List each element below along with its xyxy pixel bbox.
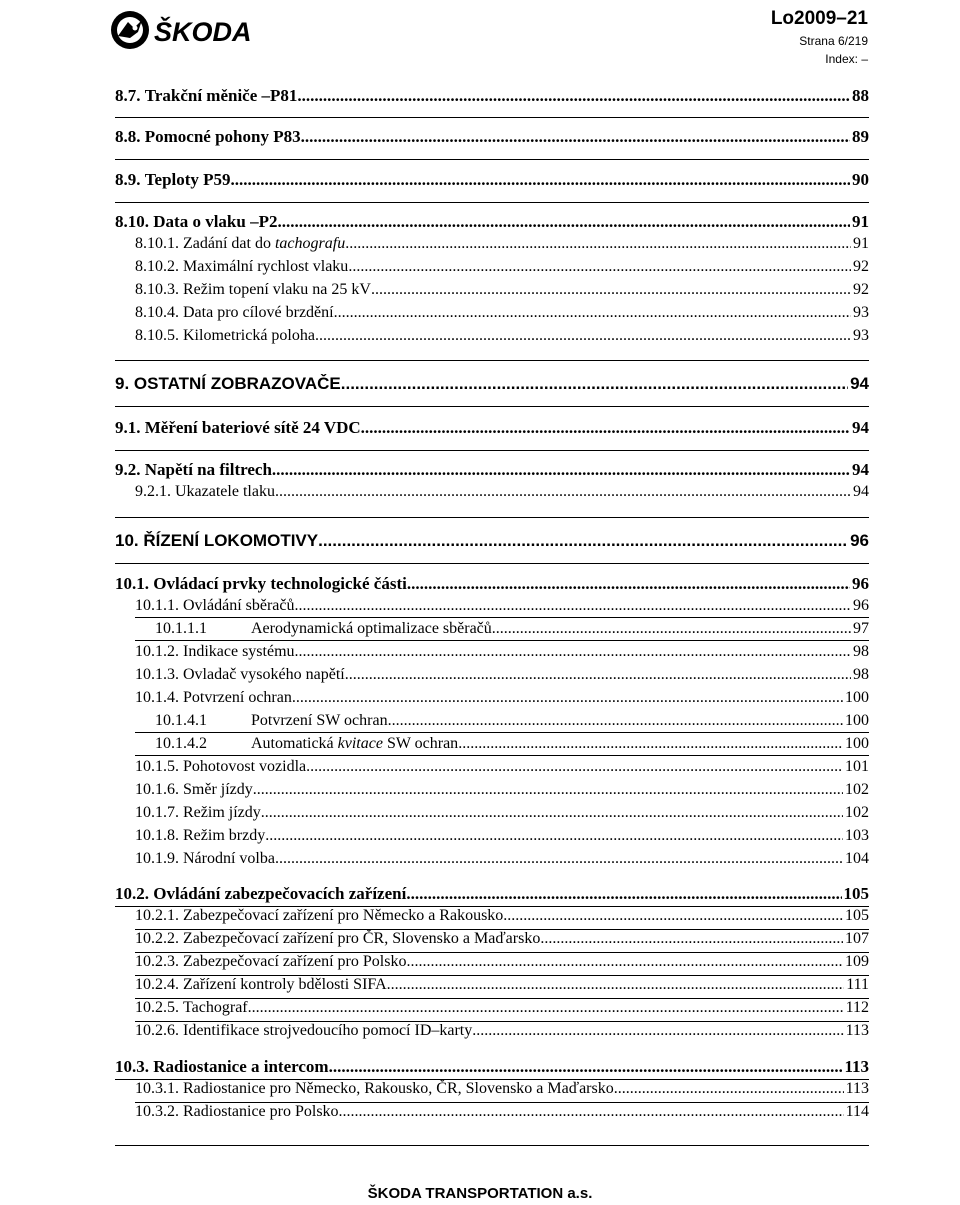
rule-divider [115, 117, 869, 118]
toc-entry-10-2-2[interactable] [135, 930, 869, 948]
toc-entry-10-1-3[interactable] [135, 666, 869, 684]
toc-title: Radiostanice a intercom [153, 1057, 329, 1076]
toc-entry-10-1-8[interactable] [135, 827, 869, 845]
toc-page: 94 [852, 418, 869, 437]
rule-divider [135, 617, 869, 618]
toc-number: 10.3. [115, 1057, 149, 1076]
rule-divider [135, 998, 869, 999]
toc-leader [540, 930, 843, 948]
toc-number: 8.10.4. [135, 304, 179, 321]
toc-number: 10.2.2. [135, 930, 179, 947]
toc-title: Indikace systému [183, 643, 295, 660]
toc-entry-8-10[interactable] [115, 212, 869, 232]
rule-divider [115, 159, 869, 160]
toc-leader [306, 758, 843, 776]
toc-number: 10.2.3. [135, 953, 179, 970]
toc-number: 9.2.1. [135, 483, 171, 500]
toc-leader [329, 1057, 843, 1077]
toc-number: 8.10.2. [135, 258, 179, 275]
toc-leader [345, 235, 851, 253]
toc-title: Národní volba [183, 850, 275, 867]
toc-page: 107 [845, 930, 869, 947]
toc-entry-8-10-4[interactable] [135, 304, 869, 322]
toc-title: Režim brzdy [183, 827, 266, 844]
toc-page: 102 [845, 804, 869, 821]
toc-entry-10-2[interactable] [115, 884, 869, 904]
toc-entry-10-1-4-1[interactable] [155, 712, 869, 730]
toc-title: Pohotovost vozidla [183, 758, 307, 775]
toc-entry-10-2-3[interactable] [135, 953, 869, 971]
toc-title: Ovládání zabezpečovacích zařízení [153, 884, 407, 903]
toc-leader [387, 976, 845, 994]
rule-divider [135, 929, 869, 930]
toc-number: 8.10.3. [135, 281, 179, 298]
index-label: Index: – [825, 52, 868, 66]
toc-number: 10.1.3. [135, 666, 179, 683]
toc-leader [492, 620, 851, 638]
toc-number: 10.1.4.1 [155, 712, 207, 729]
toc-title: Potvrzení SW ochran [251, 712, 388, 729]
toc-leader [277, 212, 850, 232]
toc-title: Radiostanice pro Německo, Rakousko, ČR, Slovensko a Maďarsko [183, 1080, 614, 1097]
toc-number: 10.2.4. [135, 976, 179, 993]
toc-leader [334, 304, 851, 322]
toc-page: 92 [853, 258, 869, 275]
toc-entry-9[interactable] [115, 374, 869, 394]
toc-title: Aerodynamická optimalizace sběračů [251, 620, 492, 637]
rule-divider [115, 517, 869, 518]
toc-leader [371, 281, 851, 299]
toc-title: Radiostanice pro Polsko [183, 1103, 339, 1120]
toc-entry-10-1-1-1[interactable] [155, 620, 869, 638]
toc-number: 9.2. [115, 460, 141, 479]
toc-entry-9-2[interactable] [115, 460, 869, 480]
toc-title: Identifikace strojvedoucího pomocí ID–karty [183, 1022, 473, 1039]
toc-title: ŘÍZENÍ LOKOMOTIVY [143, 531, 319, 550]
toc-page: 93 [853, 327, 869, 344]
toc-page: 96 [852, 574, 869, 593]
toc-entry-8-7[interactable] [115, 86, 869, 106]
rule-divider [135, 1102, 869, 1103]
rule-divider [115, 450, 869, 451]
toc-entry-10-1-4[interactable] [135, 689, 869, 707]
toc-title: OSTATNÍ ZOBRAZOVAČE [133, 374, 341, 393]
toc-number: 8.7. [115, 86, 141, 105]
toc-page: 102 [845, 781, 869, 798]
toc-leader [231, 170, 850, 190]
toc-leader [315, 327, 851, 345]
toc-entry-10-3-2[interactable] [135, 1103, 869, 1121]
toc-title: Ovladač vysokého napětí [183, 666, 345, 683]
rule-divider [135, 952, 869, 953]
toc-entry-10-2-5[interactable] [135, 999, 869, 1017]
page-number: Strana 6/219 [799, 34, 868, 48]
toc-leader [261, 804, 843, 822]
toc-page: 96 [853, 597, 869, 614]
toc-title: Měření bateriové sítě 24 VDC [144, 418, 361, 437]
toc-leader [406, 953, 843, 971]
toc-entry-10-1[interactable] [115, 574, 869, 594]
toc-entry-10-1-2[interactable] [135, 643, 869, 661]
rule-divider [135, 755, 869, 756]
toc-entry-10[interactable] [115, 531, 869, 551]
rule-divider [115, 1079, 869, 1080]
toc-entry-8-9[interactable] [115, 170, 869, 190]
toc-leader [345, 666, 851, 684]
toc-page: 105 [843, 884, 869, 903]
toc-leader [275, 483, 851, 501]
toc-leader [614, 1080, 844, 1098]
table-of-contents [115, 0, 869, 1205]
toc-leader [361, 418, 850, 438]
toc-entry-8-10-5[interactable] [135, 327, 869, 345]
toc-title: Maximální rychlost vlaku [183, 258, 349, 275]
toc-number: 10.1. [115, 574, 149, 593]
toc-number: 10.3.1. [135, 1080, 179, 1097]
toc-title: Potvrzení ochran [183, 689, 292, 706]
toc-page: 101 [845, 758, 869, 775]
toc-page: 94 [853, 483, 869, 500]
toc-entry-10-2-1[interactable] [135, 907, 869, 925]
toc-page: 93 [853, 304, 869, 321]
toc-leader [339, 1103, 844, 1121]
toc-number: 10.1.4. [135, 689, 179, 706]
toc-page: 100 [845, 712, 869, 729]
toc-leader [248, 999, 844, 1017]
toc-entry-8-10-1[interactable] [135, 235, 869, 253]
toc-entry-10-3[interactable] [115, 1057, 869, 1077]
toc-entry-10-3-1[interactable] [135, 1080, 869, 1098]
skoda-logo-text: ŠKODA [154, 17, 252, 47]
toc-page: 112 [845, 999, 869, 1016]
rule-divider [115, 202, 869, 203]
toc-number: 10.2.5. [135, 999, 179, 1016]
toc-page: 96 [850, 531, 869, 550]
toc-entry-10-1-1[interactable] [135, 597, 869, 615]
toc-title: Režim jízdy [183, 804, 261, 821]
toc-leader [253, 781, 843, 799]
toc-entry-10-1-7[interactable] [135, 804, 869, 822]
toc-page: 98 [853, 643, 869, 660]
toc-number: 8.9. [115, 170, 141, 189]
toc-entry-10-2-6[interactable] [135, 1022, 869, 1040]
toc-entry-8-10-2[interactable] [135, 258, 869, 276]
toc-leader [295, 597, 851, 615]
toc-title: Pomocné pohony P83 [144, 127, 301, 146]
toc-page: 113 [844, 1057, 869, 1076]
toc-title: Ovládací prvky technologické části [153, 574, 407, 593]
toc-title: Ukazatele tlaku [175, 483, 275, 500]
toc-page: 92 [853, 281, 869, 298]
rule-divider [115, 1145, 869, 1146]
toc-page: 111 [846, 976, 869, 993]
toc-number: 8.8. [115, 127, 141, 146]
toc-title: Tachograf [183, 999, 248, 1016]
toc-number: 10.1.8. [135, 827, 179, 844]
rule-divider [115, 906, 869, 907]
toc-leader [407, 574, 850, 594]
toc-page: 113 [845, 1022, 869, 1039]
toc-leader [272, 460, 850, 480]
toc-page: 91 [853, 235, 869, 252]
toc-title: Trakční měniče –P81 [144, 86, 298, 105]
rule-divider [135, 1021, 869, 1022]
toc-title: Směr jízdy [183, 781, 253, 798]
toc-leader [297, 86, 850, 106]
toc-number: 10.1.6. [135, 781, 179, 798]
toc-number: 10. [115, 531, 139, 550]
toc-page: 100 [845, 735, 869, 752]
document-id: Lo2009–21 [770, 8, 868, 29]
toc-title: Režim topení vlaku na 25 kV [183, 281, 371, 298]
rule-divider [135, 975, 869, 976]
toc-title: Zabezpečovací zařízení pro Polsko [183, 953, 407, 970]
toc-title: Kilometrická poloha [183, 327, 315, 344]
toc-entry-10-2-4[interactable] [135, 976, 869, 994]
toc-leader [265, 827, 843, 845]
toc-leader [388, 712, 843, 730]
toc-title: Zadání dat do tachografu [183, 235, 346, 252]
toc-leader [472, 1022, 843, 1040]
toc-entry-10-1-9[interactable] [135, 850, 869, 868]
toc-page: 103 [845, 827, 869, 844]
toc-leader [275, 850, 843, 868]
toc-number: 8.10.5. [135, 327, 179, 344]
toc-entry-10-1-4-2[interactable] [155, 735, 869, 753]
toc-number: 8.10. [115, 212, 149, 231]
toc-page: 98 [853, 666, 869, 683]
toc-leader [458, 735, 843, 753]
toc-leader [503, 907, 843, 925]
toc-number: 10.1.2. [135, 643, 179, 660]
toc-number: 10.3.2. [135, 1103, 179, 1120]
toc-number: 8.10.1. [135, 235, 179, 252]
toc-number: 10.2. [115, 884, 149, 903]
toc-title: Automatická kvitace SW ochran [251, 735, 459, 752]
toc-page: 94 [852, 460, 869, 479]
toc-number: 10.2.1. [135, 907, 179, 924]
toc-page: 113 [845, 1080, 869, 1097]
toc-entry-8-10-3[interactable] [135, 281, 869, 299]
toc-number: 10.1.7. [135, 804, 179, 821]
toc-number: 9. [115, 374, 130, 393]
toc-entry-8-8[interactable] [115, 127, 869, 147]
toc-entry-9-1[interactable] [115, 418, 869, 438]
toc-number: 10.1.1. [135, 597, 179, 614]
rule-divider [115, 360, 869, 361]
toc-page: 104 [845, 850, 869, 867]
toc-number: 10.2.6. [135, 1022, 179, 1039]
rule-divider [135, 732, 869, 733]
toc-number: 10.1.1.1 [155, 620, 207, 637]
toc-page: 97 [853, 620, 869, 637]
toc-page: 88 [852, 86, 869, 105]
toc-number: 10.1.4.2 [155, 735, 207, 752]
toc-title: Zabezpečovací zařízení pro Německo a Rakousko [183, 907, 504, 924]
toc-title: Zařízení kontroly bdělosti SIFA [183, 976, 387, 993]
toc-entry-9-2-1[interactable] [135, 483, 869, 501]
toc-leader [301, 127, 850, 147]
toc-page: 100 [845, 689, 869, 706]
toc-title: Ovládání sběračů [183, 597, 295, 614]
toc-title: Data pro cílové brzdění [183, 304, 334, 321]
toc-number: 10.1.9. [135, 850, 179, 867]
toc-page: 109 [845, 953, 869, 970]
toc-leader [292, 689, 843, 707]
rule-divider [115, 563, 869, 564]
toc-page: 94 [850, 374, 869, 393]
toc-page: 91 [852, 212, 869, 231]
toc-entry-10-1-6[interactable] [135, 781, 869, 799]
rule-divider [135, 640, 869, 641]
page-footer: ŠKODA TRANSPORTATION a.s. [367, 1185, 593, 1202]
toc-leader [295, 643, 851, 661]
toc-leader [348, 258, 851, 276]
toc-title: Napětí na filtrech [144, 460, 272, 479]
rule-divider [115, 406, 869, 407]
toc-title: Data o vlaku –P2 [153, 212, 278, 231]
toc-entry-10-1-5[interactable] [135, 758, 869, 776]
toc-page: 90 [852, 170, 869, 189]
toc-leader [406, 884, 841, 904]
toc-page: 105 [845, 907, 869, 924]
toc-leader [318, 531, 848, 551]
toc-number: 10.1.5. [135, 758, 179, 775]
toc-leader [341, 374, 848, 394]
toc-number: 9.1. [115, 418, 141, 437]
toc-title: Zabezpečovací zařízení pro ČR, Slovensko a Maďarsko [183, 930, 541, 947]
toc-title: Teploty P59 [144, 170, 231, 189]
toc-page: 89 [852, 127, 869, 146]
toc-page: 114 [845, 1103, 869, 1120]
